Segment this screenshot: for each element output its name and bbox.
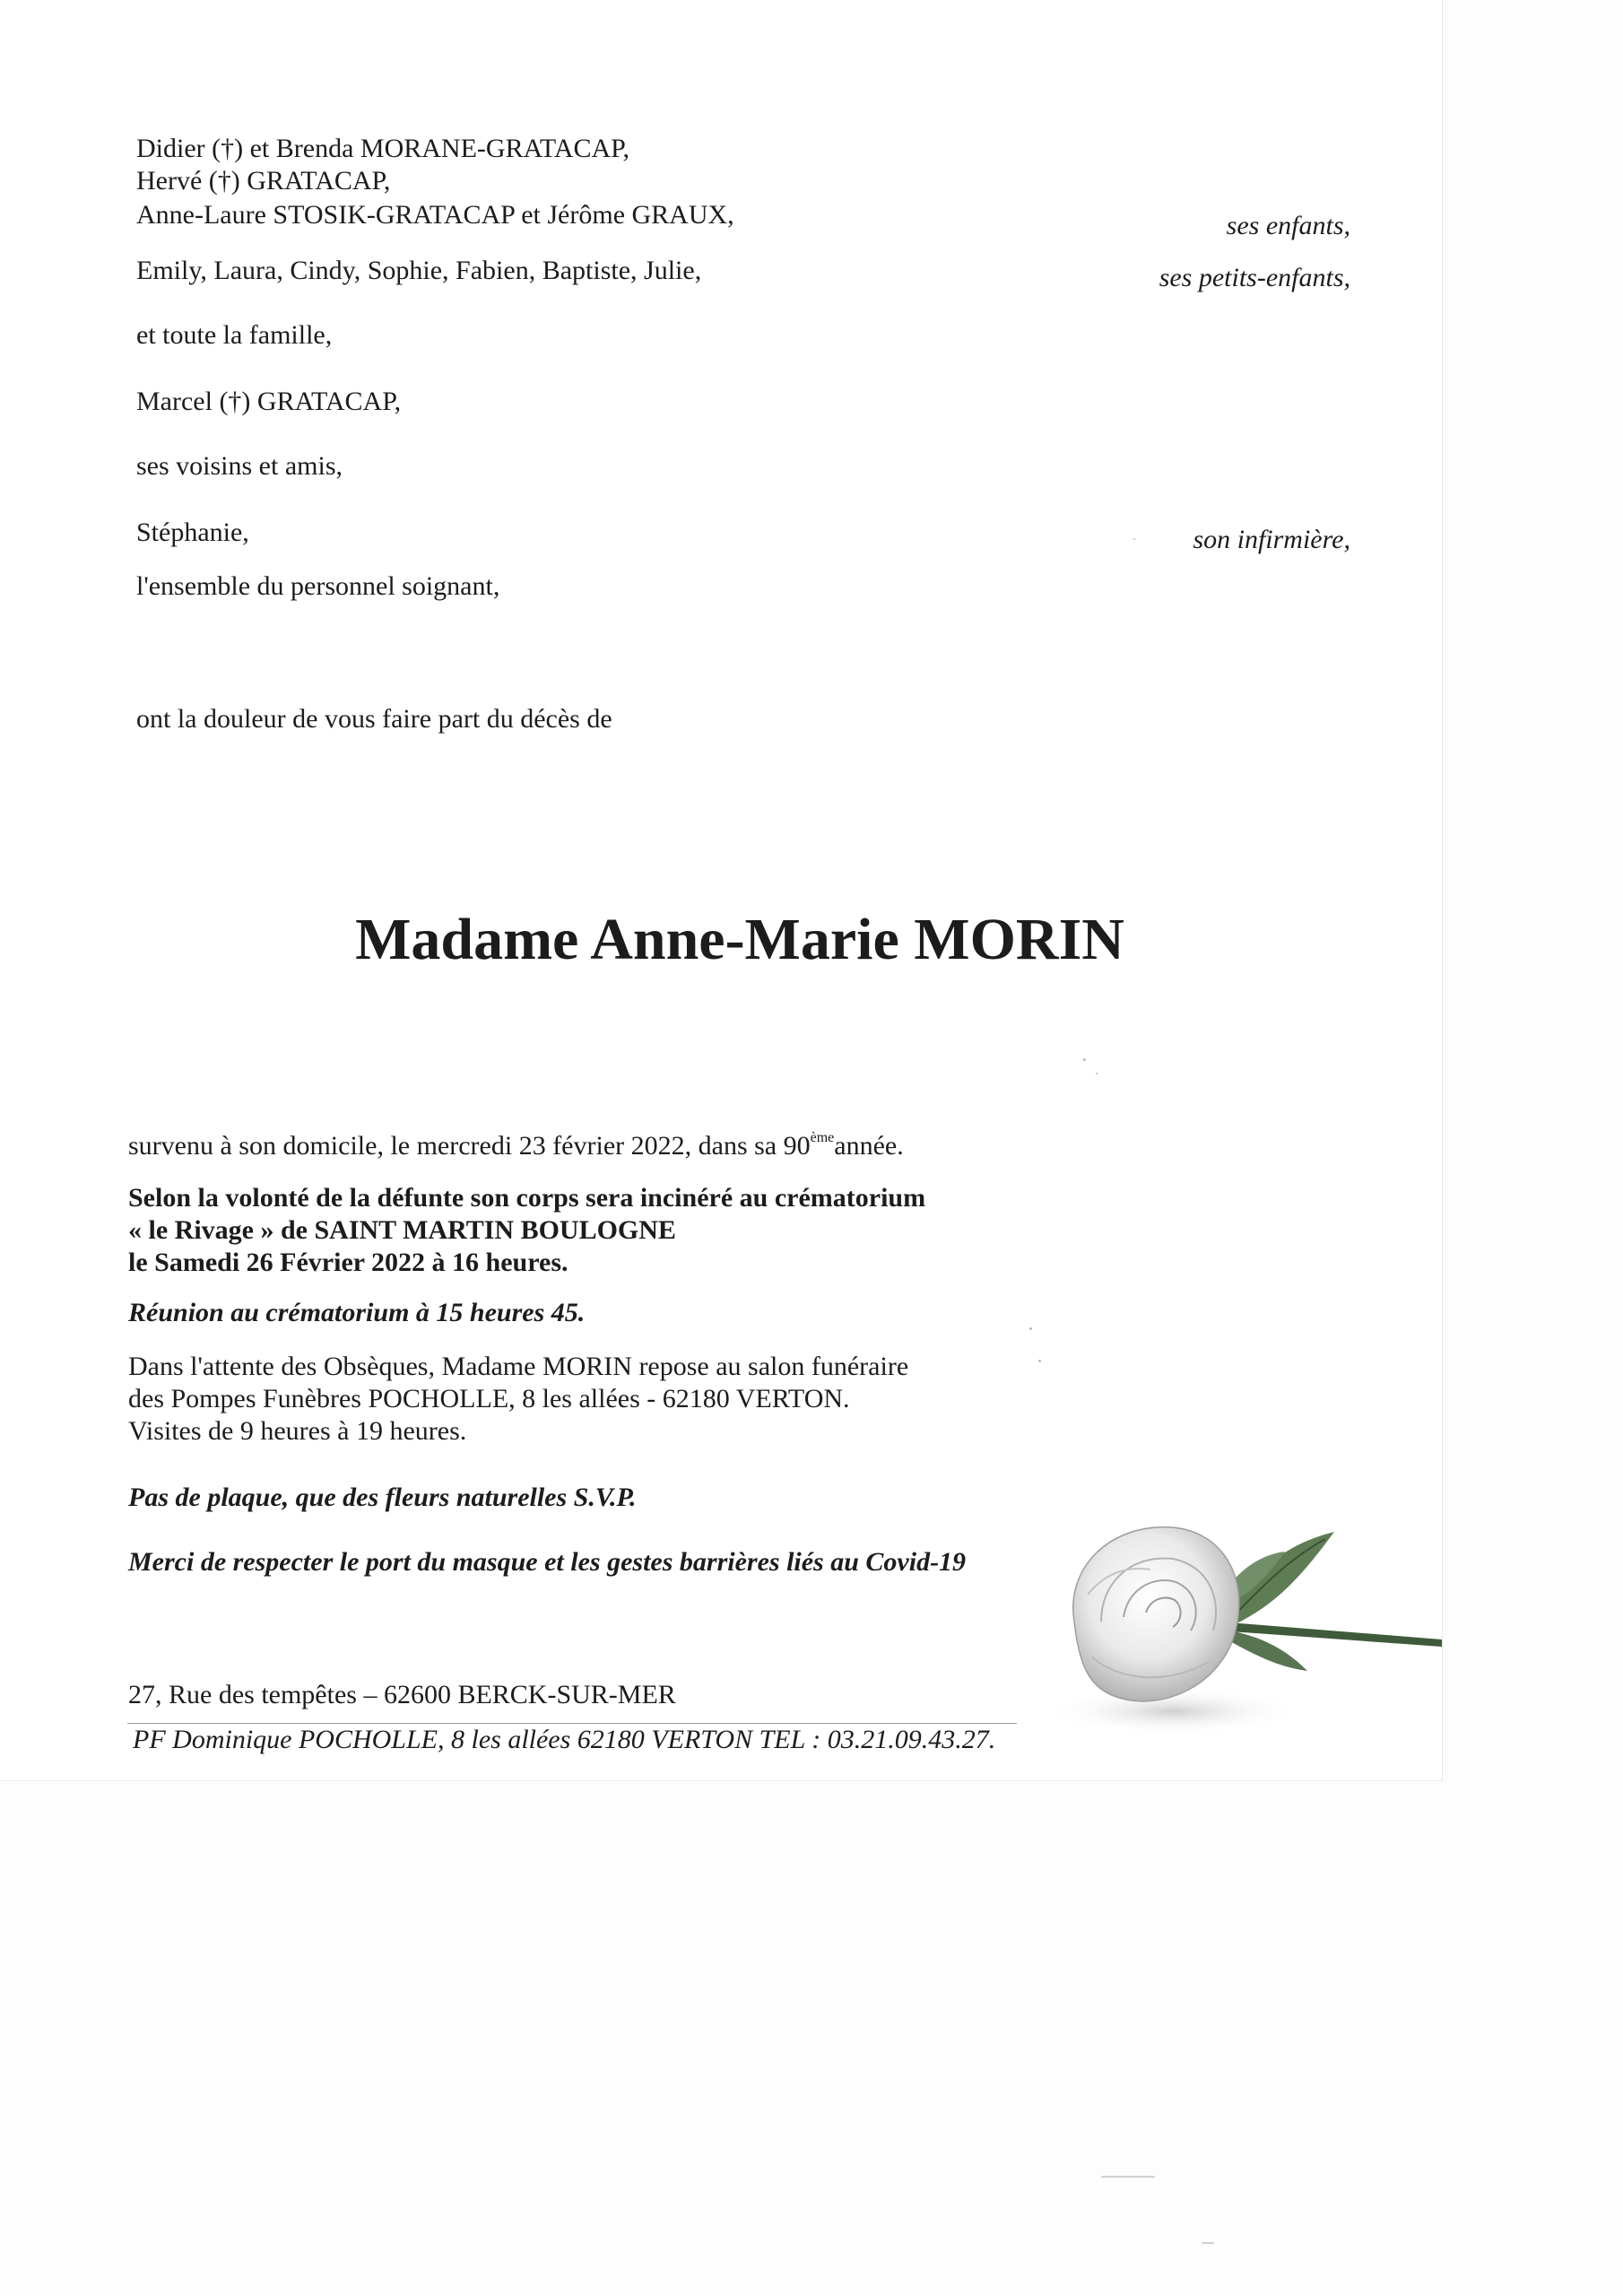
meeting-note: Réunion au crématorium à 15 heures 45. — [128, 1298, 586, 1327]
viewing-line-2: des Pompes Funèbres POCHOLLE, 8 les allées - 62180 VERTON. — [128, 1384, 850, 1413]
covid-note: Merci de respecter le port du masque et les gestes barrières liés au Covid-19 — [128, 1547, 967, 1577]
cremation-line-2: « le Rivage » de SAINT MARTIN BOULOGNE — [128, 1215, 676, 1245]
family-line-9: l'ensemble du personnel soignant, — [136, 571, 500, 601]
death-superscript: ème — [810, 1130, 835, 1145]
scan-speck — [1133, 538, 1135, 540]
relation-nurse: son infirmière, — [1193, 525, 1350, 554]
family-line-2: Hervé (†) GRATACAP, — [136, 166, 391, 196]
family-line-1: Didier (†) et Brenda MORANE-GRATACAP, — [136, 134, 630, 163]
address: 27, Rue des tempêtes – 62600 BERCK-SUR-MER — [128, 1680, 676, 1709]
viewing-line-1: Dans l'attente des Obsèques, Madame MORIN repose au salon funéraire — [128, 1352, 909, 1381]
deceased-name: Madame Anne-Marie MORIN — [355, 907, 1124, 972]
scan-speck — [1038, 1360, 1041, 1362]
white-rose-icon — [1038, 1487, 1442, 1747]
scan-speck — [1083, 1058, 1086, 1061]
family-line-7: ses voisins et amis, — [136, 451, 343, 481]
relation-children: ses enfants, — [1226, 211, 1350, 240]
relation-grandchildren: ses petits-enfants, — [1159, 263, 1350, 292]
funeral-home: PF Dominique POCHOLLE, 8 les allées 62180 VERTON TEL : 03.21.09.43.27. — [133, 1725, 996, 1754]
death-line — [128, 1130, 904, 1162]
flowers-note: Pas de plaque, que des fleurs naturelles S.V.P. — [128, 1483, 637, 1512]
family-line-3: Anne-Laure STOSIK-GRATACAP et Jérôme GRAUX, — [136, 200, 734, 230]
family-line-8: Stéphanie, — [136, 517, 249, 547]
announcement: ont la douleur de vous faire part du décès de — [136, 704, 612, 734]
scan-mark — [1202, 2242, 1214, 2244]
viewing-line-3: Visites de 9 heures à 19 heures. — [128, 1416, 467, 1446]
family-line-4: Emily, Laura, Cindy, Sophie, Fabien, Baptiste, Julie, — [136, 256, 702, 285]
death-text-end: année. — [834, 1131, 904, 1161]
scan-mark — [1101, 2176, 1155, 2178]
death-text: survenu à son domicile, le mercredi 23 février 2022, dans sa 90 — [128, 1131, 811, 1161]
family-line-6: Marcel (†) GRATACAP, — [136, 387, 402, 416]
cremation-line-3: le Samedi 26 Février 2022 à 16 heures. — [128, 1248, 568, 1277]
cremation-line-1: Selon la volonté de la défunte son corps sera incinéré au crématorium — [128, 1183, 926, 1213]
scan-speck — [1096, 1073, 1098, 1074]
family-line-5: et toute la famille, — [136, 320, 333, 350]
scan-speck — [1029, 1327, 1032, 1330]
